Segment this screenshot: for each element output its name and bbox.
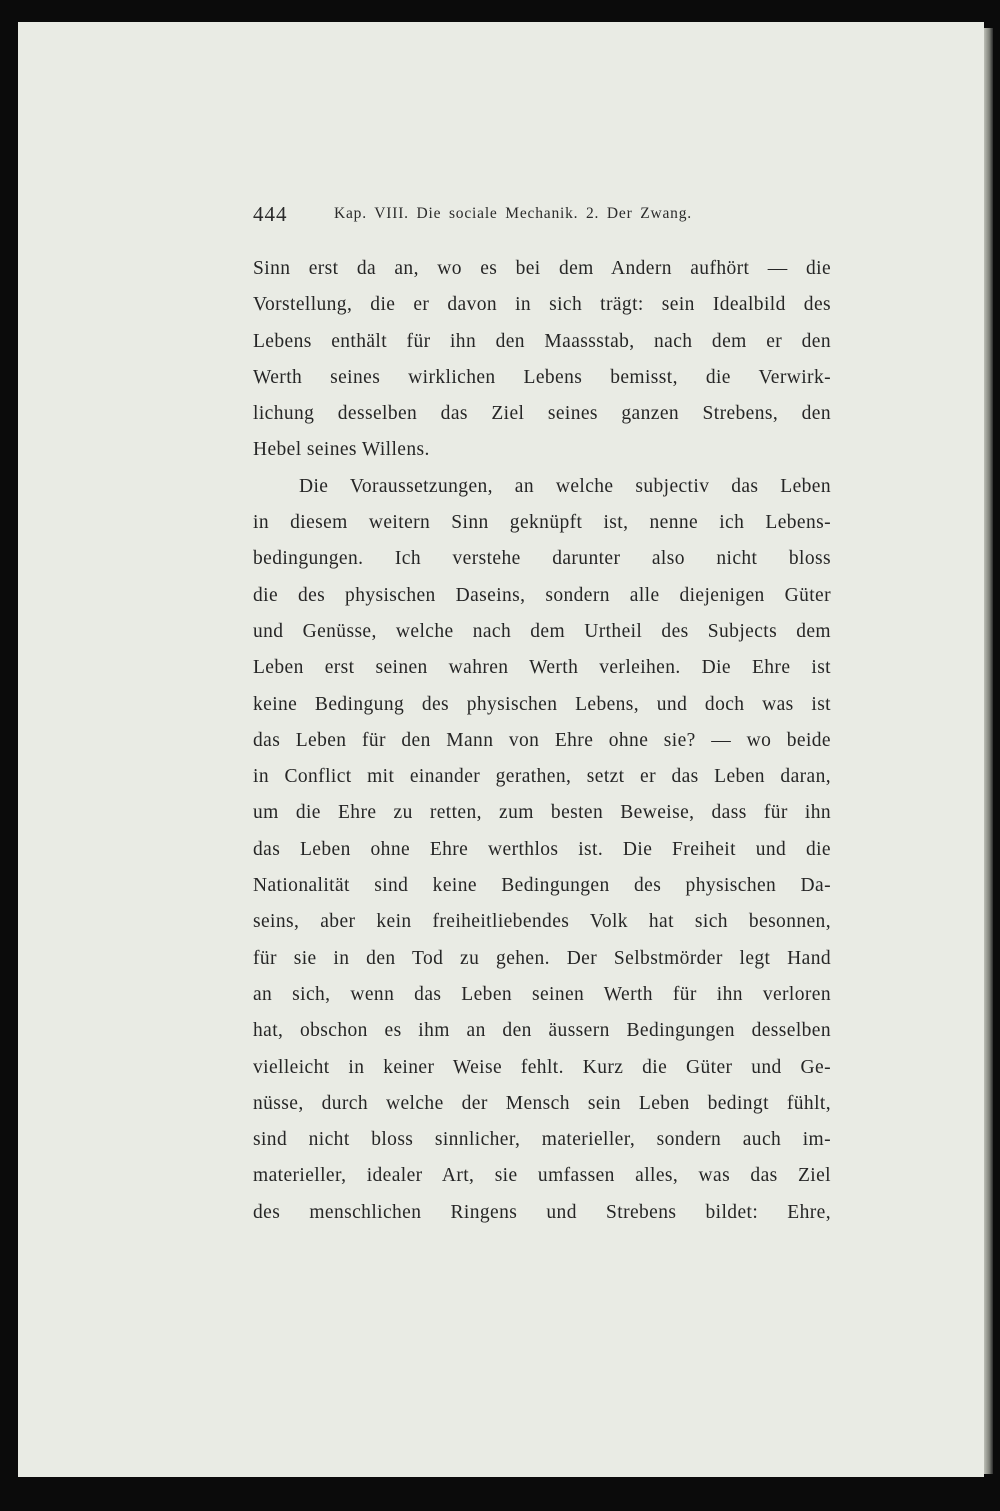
page-edge-shadow [984,28,993,1474]
text-line: lichung desselben das Ziel seines ganzen Strebens, den [253,403,831,425]
text-line: seins, aber kein freiheitliebendes Volk hat sich besonnen, [253,911,831,933]
text-line: vielleicht in keiner Weise fehlt. Kurz die Güter und Ge- [253,1056,831,1078]
text-line: Hebel seines Willens. [253,439,430,461]
text-line: des menschlichen Ringens und Strebens bildet: Ehre, [253,1201,831,1223]
text-line: nüsse, durch welche der Mensch sein Leben bedingt fühlt, [253,1092,831,1114]
text-line: die des physischen Daseins, sondern alle diejenigen Güter [253,584,831,606]
text-line: sind nicht bloss sinnlicher, materieller, sondern auch im- [253,1129,831,1151]
page-header [253,200,833,230]
text-line: materieller, idealer Art, sie umfassen alles, was das Ziel [253,1165,831,1187]
text-line: in Conflict mit einander gerathen, setzt er das Leben daran, [253,766,831,788]
body-text [253,251,831,1231]
text-line: Sinn erst da an, wo es bei dem Andern aufhört — die [253,258,831,279]
running-head: Kap. VIII. Die sociale Mechanik. 2. Der Zwang. [334,205,692,222]
page-number: 444 [253,202,288,226]
text-line: an sich, wenn das Leben seinen Werth für ihn verloren [253,983,831,1005]
text-line: und Genüsse, welche nach dem Urtheil des Subjects dem [253,620,831,642]
text-line: keine Bedingung des physischen Lebens, und doch was ist [253,693,831,715]
text-line: um die Ehre zu retten, zum besten Beweise, dass für ihn [253,802,831,824]
text-line: das Leben ohne Ehre werthlos ist. Die Freiheit und die [253,838,831,860]
text-line: Vorstellung, die er davon in sich trägt: sein Idealbild des [253,294,831,316]
paragraph-1 [253,251,831,469]
text-line: Lebens enthält für ihn den Maassstab, nach dem er den [253,330,831,352]
paragraph-2 [253,469,831,1231]
text-line: für sie in den Tod zu gehen. Der Selbstmörder legt Hand [253,947,831,969]
text-line: Die Voraussetzungen, an welche subjectiv das Leben [299,475,831,497]
text-line: hat, obschon es ihm an den äussern Bedingungen desselben [253,1020,831,1042]
text-line: Leben erst seinen wahren Werth verleihen. Die Ehre ist [253,657,831,679]
text-line: Nationalität sind keine Bedingungen des physischen Da- [253,875,831,897]
text-line: bedingungen. Ich verstehe darunter also nicht bloss [253,548,831,570]
text-line: das Leben für den Mann von Ehre ohne sie? — wo beide [253,729,831,751]
text-line: in diesem weitern Sinn geknüpft ist, nenne ich Lebens- [253,512,831,534]
text-line: Werth seines wirklichen Lebens bemisst, die Verwirk- [253,366,831,388]
